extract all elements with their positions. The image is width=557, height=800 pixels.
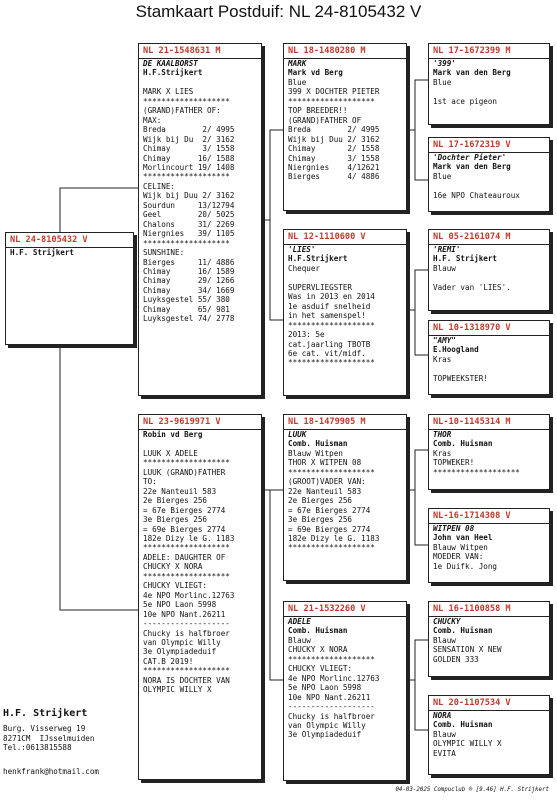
card-line: = 69e Bierges 2774 <box>143 524 226 534</box>
card-dss[interactable] <box>428 414 550 490</box>
card-line: 3e Olympiadeduif <box>288 730 362 740</box>
card-line: 3e Bierges 256 <box>143 515 208 525</box>
card-line: 10e NPO Nant.26211 <box>288 692 371 702</box>
card-line: ******************* <box>143 571 230 581</box>
card-line: = 67e Bierges 2774 <box>143 505 226 515</box>
card-line: ******************* <box>288 358 375 368</box>
card-line: Geel 20/ 5025 <box>143 210 235 220</box>
card-sdd[interactable] <box>428 320 550 395</box>
card-line: 2e Bierges 256 <box>288 496 353 506</box>
card-line: SUPERVLIEGSTER <box>288 282 353 292</box>
card-line: Luyksgestel 74/ 2778 <box>143 314 235 324</box>
card-dds[interactable] <box>428 601 550 677</box>
ring-number: NL 23-9619971 V <box>139 415 261 430</box>
card-line: Wijk bij Duu 2/ 3162 <box>288 134 380 144</box>
card-line: 4e NPO Morlinc.12763 <box>143 590 235 600</box>
card-line: 182e Dizy le G. 1183 <box>143 533 235 543</box>
card-line: SUNSHINE: <box>143 248 185 258</box>
card-line: Was in 2013 en 2014 <box>288 292 375 302</box>
card-sire[interactable] <box>138 43 262 396</box>
owner-email[interactable]: henkfrank@hotmail.com <box>3 767 100 776</box>
card-line: CHUCKY X NORA <box>143 562 203 572</box>
card-line: OLYMPIC WILLY X <box>143 685 212 695</box>
card-line: Chequer <box>288 263 321 273</box>
owner-label: Mark van den Berg <box>433 68 511 78</box>
card-ssd[interactable] <box>428 137 550 212</box>
card-line: 22e Nanteuil 583 <box>143 486 217 496</box>
card-line: 16e NPO Chateauroux <box>433 190 520 200</box>
card-dam-sire[interactable] <box>283 414 407 581</box>
card-line: Blue <box>288 77 307 87</box>
card-line: Vader van 'LIES'. <box>433 282 511 292</box>
card-line: ******************* <box>143 458 230 468</box>
card-line: Chimay 29/ 1266 <box>143 276 235 286</box>
pigeon-name: DE KAALBORST <box>143 59 198 68</box>
card-line: ------------------- <box>143 619 230 629</box>
card-line: (GRAND)FATHER OF <box>288 115 362 125</box>
card-line: 5e NPO Laon 5998 <box>288 683 362 693</box>
card-line: 399 X DOCHTER PIETER <box>288 87 380 97</box>
card-line: ******************* <box>288 543 375 553</box>
card-line: CAT.B 2019! <box>143 656 194 666</box>
card-line: Breda 2/ 4995 <box>288 125 380 135</box>
pigeon-name: 'LIES' <box>288 245 316 254</box>
card-line: Chucky is halfbroer <box>288 711 375 721</box>
pigeon-name: 'Dochter Pieter' <box>433 153 507 162</box>
card-line: GOLDEN 333 <box>433 654 479 664</box>
card-line: ADELE: DAUGHTER OF <box>143 552 226 562</box>
card-line: CELINE: <box>143 181 176 191</box>
card-line: ******************* <box>288 320 375 330</box>
card-line: SENSATION X NEW <box>433 645 502 655</box>
card-line <box>143 439 257 448</box>
ring-number: NL 05-2161074 M <box>429 230 549 245</box>
card-line: 2013: 5e <box>288 330 325 340</box>
card-line: LUUK X ADELE <box>143 448 198 458</box>
pigeon-name: THOR <box>433 430 452 439</box>
card-line: Chimay 16/ 1588 <box>143 153 235 163</box>
ring-number: NL 21-1548631 M <box>139 44 261 59</box>
owner-label: Mark vd Berg <box>288 68 343 78</box>
card-line: ******************* <box>143 238 230 248</box>
card-line: Blauw Witpen <box>433 542 488 552</box>
card-dam[interactable] <box>138 414 262 780</box>
owner-label: H.F. Strijkert <box>433 254 498 264</box>
card-line: Blauw <box>433 635 456 645</box>
pigeon-name: ADELE <box>288 617 311 626</box>
card-line: Sourdun 13/12794 <box>143 200 235 210</box>
card-sss[interactable] <box>428 43 550 125</box>
card-line: Blauw <box>433 729 456 739</box>
card-line: 3e Olympiadeduif <box>143 647 217 657</box>
owner-label: Robin vd Berg <box>143 430 203 439</box>
card-line: van Olympic Willy <box>288 720 366 730</box>
card-line <box>433 181 545 190</box>
card-line: ******************* <box>143 172 230 182</box>
card-line: Luyksgestel 55/ 380 <box>143 295 230 305</box>
card-line: Blauw <box>433 263 456 273</box>
card-line: ******************* <box>143 96 230 106</box>
pigeon-name: WITPEN 08 <box>433 524 475 533</box>
card-line <box>433 273 545 282</box>
card-line: Blue <box>433 77 452 87</box>
owner-label: E.Hoogland <box>433 345 479 355</box>
card-line: ******************* <box>288 654 375 664</box>
card-line: 5e NPO Laon 5998 <box>143 600 217 610</box>
address-line: Burg. Visserweg 19 <box>3 724 86 733</box>
card-line: LUUK (GRAND)FATHER <box>143 467 226 477</box>
card-line: ------------------- <box>288 702 375 712</box>
ring-number: NL 12-1110600 V <box>284 230 406 245</box>
owner-label: Comb. Huisman <box>288 439 348 449</box>
ring-number: NL-10-1145314 M <box>429 415 549 430</box>
card-line <box>288 273 402 282</box>
address-line: Tel.:0613815588 <box>3 743 72 752</box>
card-line: Blauw Witpen <box>288 448 343 458</box>
owner-label: John van Heel <box>433 533 493 543</box>
card-line: Chucky is halfbroer <box>143 628 230 638</box>
card-line: 10e NPO Nant.26211 <box>143 609 226 619</box>
card-line: 6e cat. vit/midf. <box>288 348 366 358</box>
card-line: Chimay 2/ 1558 <box>288 144 380 154</box>
card-line: TOPWEEKSTER! <box>433 373 488 383</box>
card-line <box>433 364 545 373</box>
card-line: Niergnies 4/12621 <box>288 162 380 172</box>
card-line: Blauw <box>288 635 311 645</box>
card-sire-dam[interactable] <box>283 229 407 396</box>
card-line: Kras <box>433 448 452 458</box>
card-line: = 67e Bierges 2774 <box>288 505 371 515</box>
card-line: ******************* <box>288 467 375 477</box>
owner-label: Comb. Huisman <box>433 720 493 730</box>
ring-number: NL 24-8105432 V <box>6 233 133 248</box>
card-line: CHUCKY X NORA <box>288 645 348 655</box>
owner-label: Mark van den Berg <box>433 162 511 172</box>
owner-label: H.F.Strijkert <box>288 254 348 264</box>
card-line: OLYMPIC WILLY X <box>433 739 502 749</box>
card-line: 2e Bierges 256 <box>143 496 208 506</box>
card-line: (GRAND)FATHER OF: <box>143 106 221 116</box>
pigeon-name: LUUK <box>288 430 307 439</box>
card-line: MARK X LIES <box>143 87 194 97</box>
card-sds[interactable] <box>428 229 550 311</box>
card-line: in het samenspel! <box>288 311 366 321</box>
card-line: van Olympic Willy <box>143 637 221 647</box>
owner-label: Comb. Huisman <box>288 626 348 636</box>
ring-number: NL 18-1479905 M <box>284 415 406 430</box>
card-line: Niergnies 39/ 1105 <box>143 229 235 239</box>
pigeon-name: MARK <box>288 59 307 68</box>
card-line: ******************* <box>433 467 520 477</box>
ring-number: NL 10-1318970 V <box>429 321 549 336</box>
card-line: Bierges 11/ 4886 <box>143 257 235 267</box>
card-line: Breda 2/ 4995 <box>143 125 235 135</box>
card-line: Chimay 3/ 1558 <box>143 144 235 154</box>
card-line: ******************* <box>143 666 230 676</box>
card-line: cat.jaarling TBOTB <box>288 339 371 349</box>
card-line: ******************* <box>288 96 375 106</box>
owner-label: Comb. Huisman <box>433 626 493 636</box>
card-line: 1e Duifk. Jong <box>433 561 498 571</box>
owner-name: H.F. Strijkert <box>3 708 88 719</box>
card-dam-dam[interactable] <box>283 601 407 781</box>
card-line: CHUCKY VLIEGT: <box>143 581 208 591</box>
card-line: MOEDER VAN: <box>433 552 484 562</box>
card-line: Kras <box>433 354 452 364</box>
owner-label: H.F. Strijkert <box>10 248 75 257</box>
card-line: Chimay 34/ 1669 <box>143 285 235 295</box>
card-line: = 69e Bierges 2774 <box>288 524 371 534</box>
card-sire-sire[interactable] <box>283 43 407 211</box>
card-dsd[interactable] <box>428 508 550 583</box>
card-line: Chimay 3/ 1558 <box>288 153 380 163</box>
ring-number: NL 21-1532260 V <box>284 602 406 617</box>
ring-number: NL 17-1672399 M <box>429 44 549 59</box>
card-line: CHUCKY VLIEGT: <box>288 664 353 674</box>
card-line: Blue <box>433 171 452 181</box>
ring-number: NL-16-1714308 V <box>429 509 549 524</box>
card-line: NORA IS DOCHTER VAN <box>143 675 230 685</box>
card-line: Chalons 31/ 2269 <box>143 219 235 229</box>
card-line: TO: <box>143 477 157 487</box>
card-line: ******************* <box>143 543 230 553</box>
owner-label: Comb. Huisman <box>433 439 493 449</box>
card-line: 3e Bierges 256 <box>288 515 353 525</box>
card-line: 1e asduif snelheid <box>288 301 371 311</box>
owner-label: H.F.Strijkert <box>143 68 203 78</box>
card-line: Wijk bij Duu 2/ 3162 <box>143 191 235 201</box>
address-line: 8271CM IJsselmuiden <box>3 733 95 743</box>
pigeon-name: "AMY" <box>433 336 456 345</box>
card-line <box>143 78 257 87</box>
card-line: Bierges 4/ 4886 <box>288 172 380 182</box>
card-line: TOP BREEDER!! <box>288 106 348 116</box>
owner-address <box>3 724 94 753</box>
card-line: MAX: <box>143 115 162 125</box>
card-line: 1st ace pigeon <box>433 96 498 106</box>
ring-number: NL 16-1100858 M <box>429 602 549 617</box>
pigeon-name: CHUCKY <box>433 617 461 626</box>
page-title: Stamkaart Postduif: NL 24-8105432 V <box>135 2 422 21</box>
card-line: EVITA <box>433 748 456 758</box>
pigeon-name: 'REMI' <box>433 245 461 254</box>
card-subject[interactable] <box>5 232 134 345</box>
pigeon-name: '399' <box>433 59 456 68</box>
ring-number: NL 20-1107534 V <box>429 696 549 711</box>
card-line: Chimay 16/ 1589 <box>143 266 235 276</box>
card-line: Morlincourt 19/ 1408 <box>143 162 235 172</box>
card-line <box>433 87 545 96</box>
card-line: (GROOT)VADER VAN: <box>288 477 366 487</box>
pigeon-name: NORA <box>433 711 452 720</box>
ring-number: NL 18-1480280 M <box>284 44 406 59</box>
card-line: 22e Nanteuil 583 <box>288 486 362 496</box>
card-line: 4e NPO Morlinc.12763 <box>288 673 380 683</box>
footer-stamp: 04-03-2025 Compuclub ® [9.46] H.F. Strijkert <box>395 787 549 793</box>
card-line: 182e Dizy le G. 1183 <box>288 533 380 543</box>
card-line: Wijk bij Du 2/ 3162 <box>143 134 235 144</box>
ring-number: NL 17-1672319 V <box>429 138 549 153</box>
card-line: THOR X WITPEN 08 <box>288 458 362 468</box>
card-ddd[interactable] <box>428 695 550 775</box>
card-line: Chimay 65/ 981 <box>143 304 230 314</box>
card-line: TOPWEKER! <box>433 458 475 468</box>
